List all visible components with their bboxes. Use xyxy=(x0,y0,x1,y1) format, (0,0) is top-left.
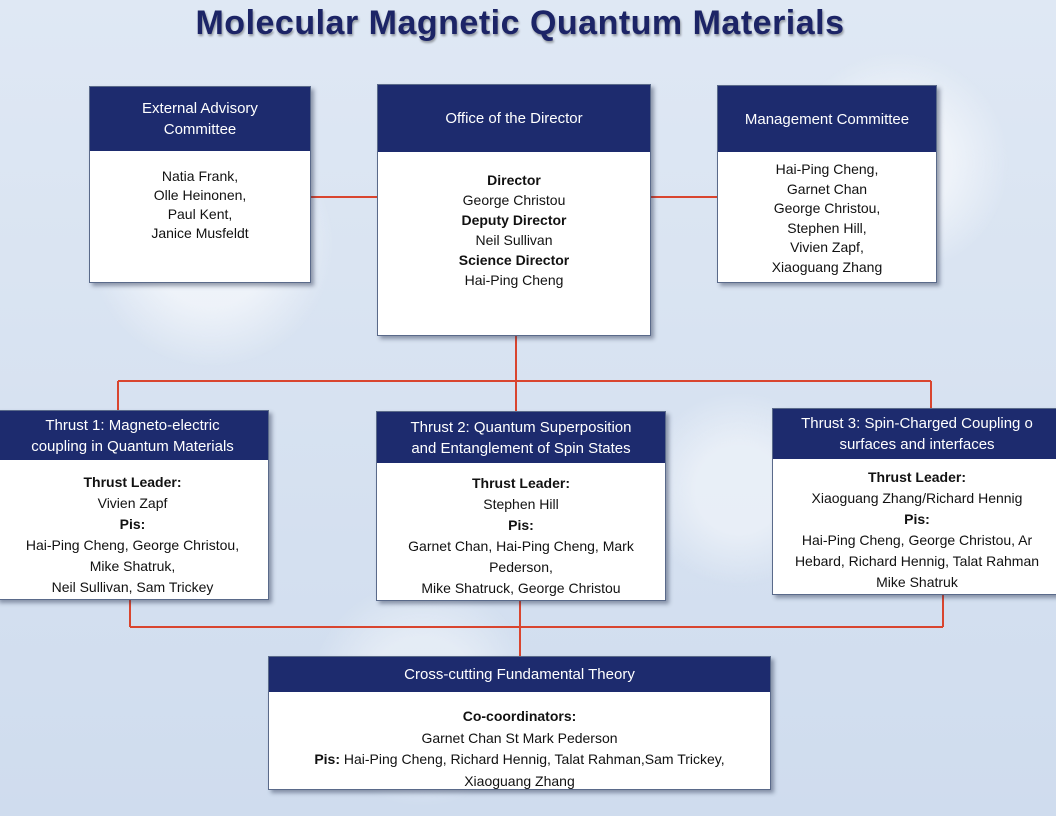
deputy-director-label: Deputy Director xyxy=(461,212,567,228)
thrust3-leader: Xiaoguang Zhang/Richard Hennig xyxy=(811,490,1023,506)
thrust3-pis-line: Hebard, Richard Hennig, Talat Rahman xyxy=(794,553,1040,569)
director-box xyxy=(377,84,651,336)
advisory-header-line: External Advisory xyxy=(142,100,258,117)
thrust1-leader: Vivien Zapf xyxy=(97,495,168,511)
thrust2-pis-label: Pis: xyxy=(508,517,534,533)
advisory-header-line: Committee xyxy=(163,121,237,138)
deputy-director-name: Neil Sullivan xyxy=(475,232,553,248)
thrust2-header xyxy=(377,412,665,463)
advisory-committee-box xyxy=(89,86,311,283)
management-member: George Christou, xyxy=(773,200,881,216)
theory-pis-text: Hai-Ping Cheng, Richard Hennig, Talat Rahman,Sam Trickey, xyxy=(343,751,725,767)
thrust1-header-line: Thrust 1: Magneto-electric xyxy=(45,416,220,434)
thrust3-header-line: surfaces and interfaces xyxy=(839,436,995,453)
thrust1-pis-label: Pis: xyxy=(119,516,146,532)
theory-pis-line xyxy=(269,749,770,771)
management-committee-box xyxy=(717,85,937,283)
thrust3-pis-label: Pis: xyxy=(904,511,930,527)
advisory-member: Natia Frank, xyxy=(161,168,239,184)
management-member: Xiaoguang Zhang xyxy=(771,258,883,275)
theory-pis-label: Pis: xyxy=(314,751,340,767)
science-director-label: Science Director xyxy=(458,252,570,268)
management-member: Stephen Hill, xyxy=(787,219,867,236)
thrust3-box xyxy=(772,408,1056,595)
thrust2-pis-line: Mike Shatruck, George Christou xyxy=(421,580,621,596)
management-member: Vivien Zapf, xyxy=(790,239,864,255)
theory-box xyxy=(268,656,771,790)
advisory-member: Paul Kent, xyxy=(167,206,233,222)
thrust2-header-line: Thrust 2: Quantum Superposition xyxy=(410,418,632,436)
thrust1-leader-label: Thrust Leader: xyxy=(83,474,182,490)
advisory-member: Olle Heinonen, xyxy=(153,187,247,203)
thrust3-leader-label: Thrust Leader: xyxy=(867,469,966,485)
theory-coordinators: Garnet Chan St Mark Pederson xyxy=(421,729,618,746)
management-member: Hai-Ping Cheng, xyxy=(775,161,879,177)
director-header: Office of the Director xyxy=(378,85,650,152)
theory-pis-line2: Xiaoguang Zhang xyxy=(464,772,575,789)
thrust3-header xyxy=(773,409,1056,459)
thrust3-pis-line: Mike Shatruk xyxy=(876,574,958,590)
thrust2-pis-line: Pederson, xyxy=(489,559,553,575)
thrust2-leader: Stephen Hill xyxy=(483,496,559,512)
advisory-committee-header xyxy=(90,87,310,151)
thrust1-header xyxy=(0,411,268,460)
thrust2-box xyxy=(376,411,666,601)
thrust3-pis-line: Hai-Ping Cheng, George Christou, Ar xyxy=(801,532,1033,548)
theory-header: Cross-cutting Fundamental Theory xyxy=(269,657,770,692)
science-director-name: Hai-Ping Cheng xyxy=(464,272,564,288)
advisory-member: Janice Musfeldt xyxy=(151,225,249,241)
thrust1-pis-line: Mike Shatruk, xyxy=(89,558,176,574)
director-label: Director xyxy=(487,172,541,188)
thrust1-header-line: coupling in Quantum Materials xyxy=(31,437,234,455)
thrust1-box xyxy=(0,410,269,600)
thrust2-header-line: and Entanglement of Spin States xyxy=(411,439,631,457)
thrust2-pis-line: Garnet Chan, Hai-Ping Cheng, Mark xyxy=(408,538,634,554)
thrust2-leader-label: Thrust Leader: xyxy=(471,475,570,491)
page-title: Molecular Magnetic Quantum Materials xyxy=(195,4,845,42)
management-member: Garnet Chan xyxy=(786,180,868,197)
theory-coordinators-label: Co-coordinators: xyxy=(462,708,577,724)
thrust1-pis-line: Neil Sullivan, Sam Trickey xyxy=(51,579,214,595)
management-committee-header: Management Committee xyxy=(718,86,936,152)
thrust3-header-line: Thrust 3: Spin-Charged Coupling o xyxy=(801,415,1033,432)
director-name: George Christou xyxy=(462,192,566,208)
thrust1-pis-line: Hai-Ping Cheng, George Christou, xyxy=(25,537,240,553)
